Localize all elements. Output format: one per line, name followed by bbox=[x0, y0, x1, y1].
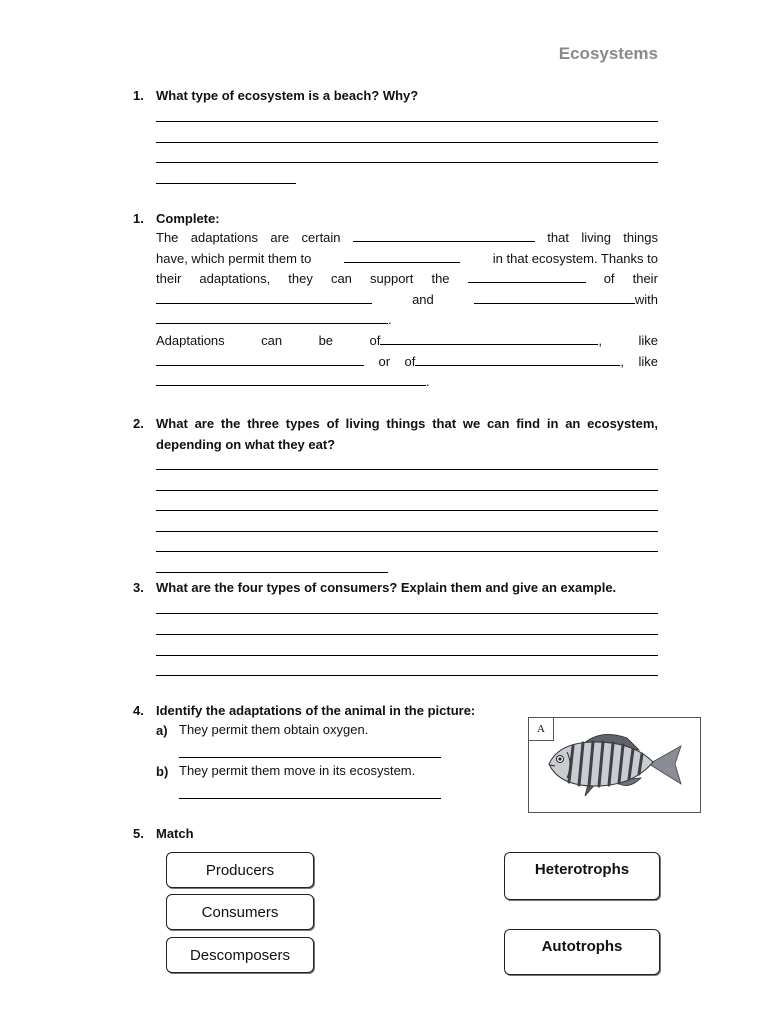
match-box-consumers[interactable]: Consumers bbox=[166, 894, 314, 930]
fill-blank[interactable] bbox=[380, 332, 598, 345]
question-2-label: Complete: bbox=[156, 211, 220, 226]
question-4-number: 3. bbox=[133, 580, 144, 595]
match-box-descomposers[interactable]: Descomposers bbox=[166, 937, 314, 973]
answer-line[interactable] bbox=[156, 675, 658, 676]
page-title: Ecosystems bbox=[558, 44, 658, 63]
fill-blank[interactable] bbox=[468, 270, 586, 283]
question-3-number: 2. bbox=[133, 416, 144, 431]
fill-blank[interactable] bbox=[344, 250, 460, 263]
figure-label: A bbox=[529, 718, 554, 741]
complete-paragraph-2: Adaptations can be of , like or of , like . bbox=[156, 333, 658, 389]
answer-line[interactable] bbox=[156, 121, 658, 122]
answer-line[interactable] bbox=[156, 510, 658, 511]
item-a-text: They permit them obtain oxygen. bbox=[179, 722, 369, 737]
fill-blank[interactable] bbox=[156, 311, 388, 324]
question-6-number: 5. bbox=[133, 826, 144, 841]
complete-paragraph-1: The adaptations are certain that living things have, which permit them to in that ecosystem. Thanks to their adaptations, they can support the of their and with . bbox=[156, 230, 658, 327]
fill-blank[interactable] bbox=[353, 229, 535, 242]
answer-line[interactable] bbox=[156, 613, 658, 614]
answer-line[interactable] bbox=[156, 142, 658, 143]
fill-blank[interactable] bbox=[156, 373, 426, 386]
fill-blank[interactable] bbox=[474, 291, 635, 304]
question-2-number: 1. bbox=[133, 211, 144, 226]
question-3-text: What are the three types of living things that we can find in an ecosystem, depending on what they eat? bbox=[156, 416, 658, 452]
answer-line[interactable] bbox=[179, 757, 441, 758]
fill-blank[interactable] bbox=[156, 291, 372, 304]
answer-line[interactable] bbox=[156, 469, 658, 470]
answer-line[interactable] bbox=[156, 572, 388, 573]
fish-figure bbox=[528, 717, 701, 813]
item-a-label: a) bbox=[156, 723, 168, 738]
question-1-text: What type of ecosystem is a beach? Why? bbox=[156, 88, 419, 103]
question-1-number: 1. bbox=[133, 88, 144, 103]
match-box-heterotrophs[interactable]: Heterotrophs bbox=[504, 852, 660, 900]
answer-line[interactable] bbox=[156, 655, 658, 656]
question-6-text: Match bbox=[156, 826, 194, 841]
answer-line[interactable] bbox=[156, 490, 658, 491]
question-5-number: 4. bbox=[133, 703, 144, 718]
answer-line[interactable] bbox=[156, 531, 658, 532]
match-box-producers[interactable]: Producers bbox=[166, 852, 314, 888]
fish-icon bbox=[529, 718, 700, 812]
answer-line[interactable] bbox=[156, 162, 658, 163]
answer-line[interactable] bbox=[179, 798, 441, 799]
answer-line[interactable] bbox=[156, 551, 658, 552]
question-5-text: Identify the adaptations of the animal in the picture: bbox=[156, 703, 476, 718]
fill-blank[interactable] bbox=[156, 353, 364, 366]
item-b-text: They permit them move in its ecosystem. bbox=[179, 763, 416, 778]
question-4-text: What are the four types of consumers? Explain them and give an example. bbox=[156, 580, 617, 595]
answer-line[interactable] bbox=[156, 634, 658, 635]
match-box-autotrophs[interactable]: Autotrophs bbox=[504, 929, 660, 975]
answer-line[interactable] bbox=[156, 183, 296, 184]
fill-blank[interactable] bbox=[415, 353, 620, 366]
item-b-label: b) bbox=[156, 764, 169, 779]
